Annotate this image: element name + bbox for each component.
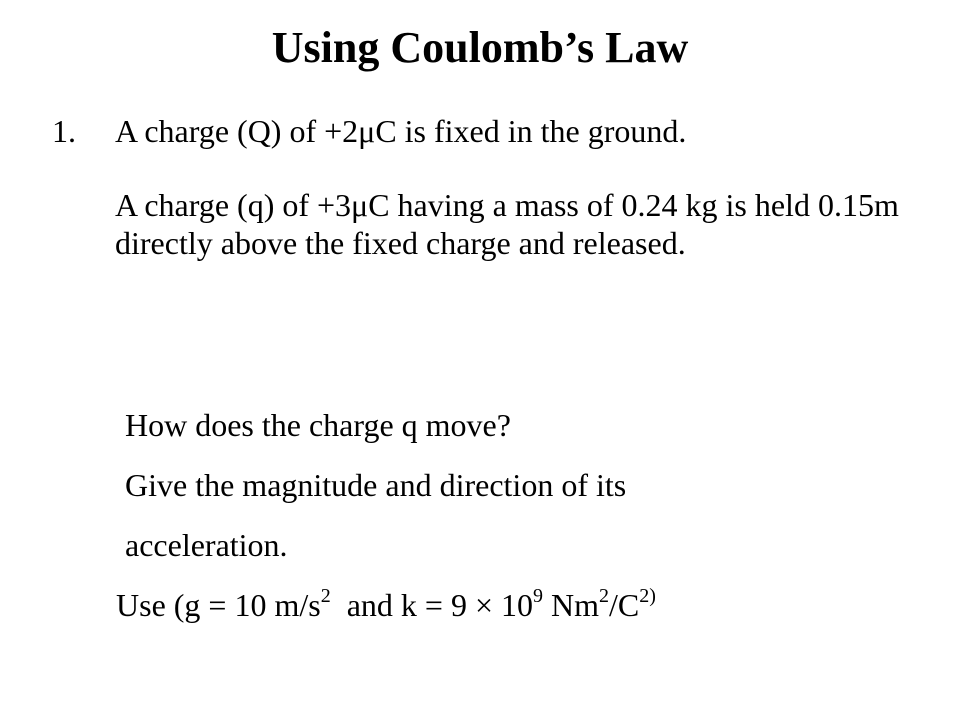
constants-mid: and k = 9 × 10 (330, 587, 533, 623)
g-exponent: 2 (320, 585, 331, 607)
list-item-number: 1. (52, 113, 76, 149)
problem-statement-line-2: A charge (q) of +3μC having a mass of 0.24 kg is held 0.15m directly above the fixed charge and released. (115, 187, 899, 261)
slide-title: Using Coulomb’s Law (271, 23, 689, 72)
problem-statement-line-1: A charge (Q) of +2μC is fixed in the ground. (115, 113, 687, 149)
unit-exponent: 2 (599, 585, 609, 607)
question-2: Give the magnitude and direction of its (125, 467, 627, 503)
constants-line (116, 586, 656, 624)
constants-prefix: Use (g = 10 m/s (116, 587, 321, 623)
question-1: How does the charge q move? (125, 407, 511, 443)
constants-unit: Nm (543, 587, 599, 623)
constants-tail-superscript: 2) (639, 585, 656, 607)
question-3: acceleration. (125, 527, 288, 563)
constants-unit-tail: /C (609, 587, 640, 623)
k-exponent: 9 (533, 585, 543, 607)
slide-body (0, 112, 960, 712)
